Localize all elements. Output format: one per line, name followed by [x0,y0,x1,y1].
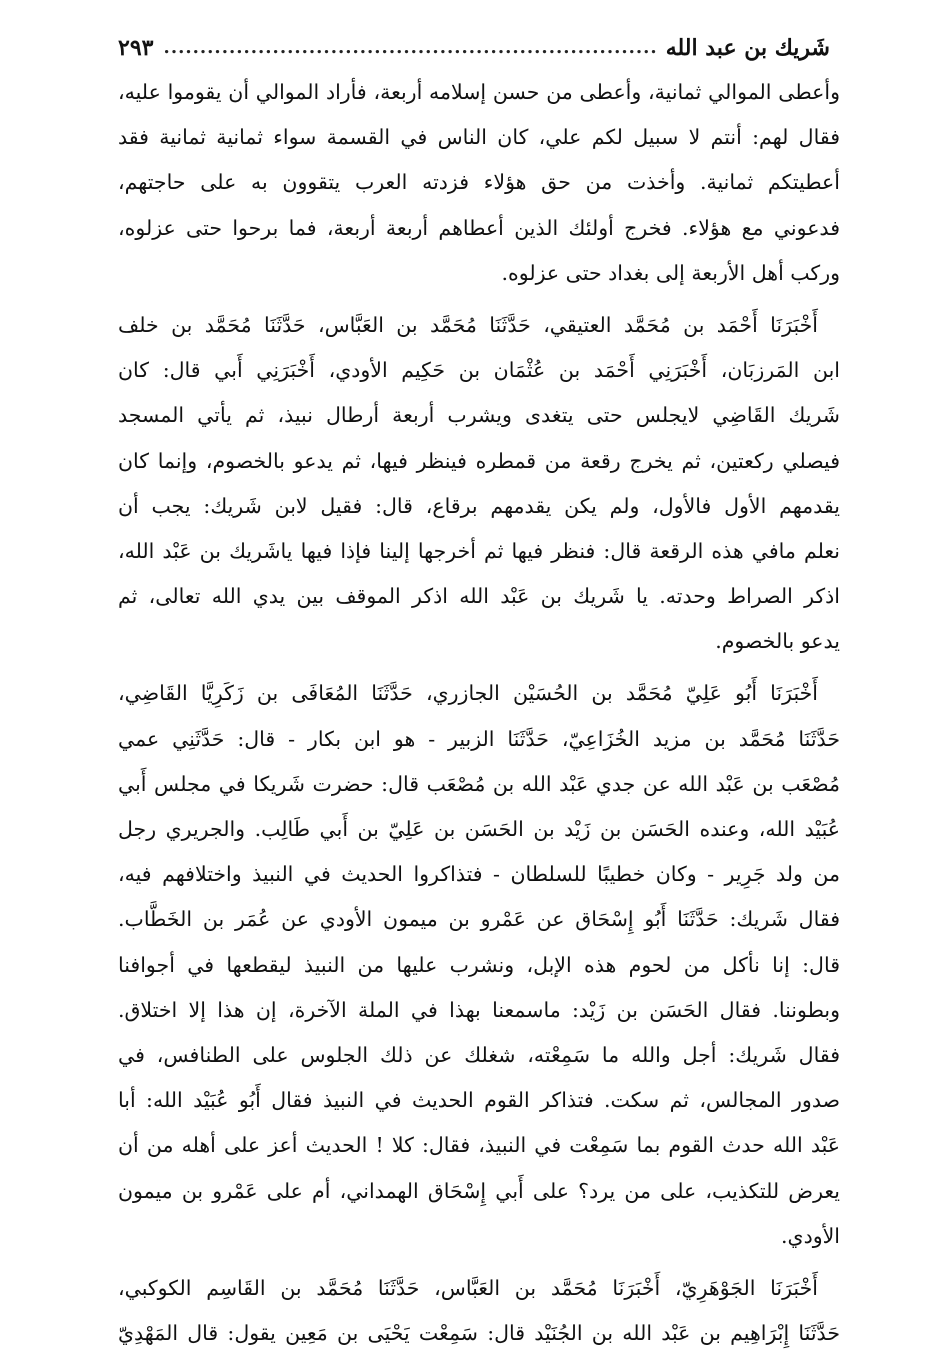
text-line: فيصلي ركعتين، ثم يخرج رقعة من قمطره فينظر فيها، ثم يدعو بالخصوم، وإنما كان [118,448,840,473]
text-line: أَخْبَرَنَا أَحْمَد بن مُحَمَّد العتيقي، حَدَّثَنَا مُحَمَّد بن العَبَّاس، حَدَّثَنَا مُحَمَّد بن خلف [118,312,818,337]
text-line: حَدَّثَنَا إِبْرَاهِيم بن عَبْد الله بن الجُنَيْد قال: سَمِعْت يَحْيَى بن مَعِين يقول: قال المَهْدِيّ [118,1321,840,1346]
header-title: شَريك بن عبد الله [665,35,830,61]
text-line: عَبْد الله حدث القوم بما سَمِعْت في النبيذ، فقال: كلا ! الحديث أعز على أهله من أن [118,1133,840,1158]
text-line: أعطيتكم ثمانية. وأخذت من حق هؤلاء فزدته العرب يتقوون به على حاجتهم، [118,170,840,195]
text-line: أَخْبَرَنَا الجَوْهَرِيّ، أَخْبَرَنَا مُحَمَّد بن العَبَّاس، حَدَّثَنَا مُحَمَّد بن القَاسِم الكوكبي، [118,1275,818,1300]
text-line: مُصْعَب بن عَبْد الله عن جدي عَبْد الله بن مُصْعَب قال: حضرت شَريكا في مجلس أَبي [118,771,840,796]
text-line: فقال شَريك: أجل والله ما سَمِعْته، شغلك عن ذلك الجلوس على الطنافس، في [118,1042,840,1067]
text-line: شَريك القَاضِي لايجلس حتى يتغدى ويشرب أربعة أرطال نبيذ، ثم يأتي المسجد [118,403,840,428]
text-line: نعلم مافي هذه الرقعة قال: فنظر فيها ثم أخرجها إلينا فإذا فيها ياشَريك بن عَبْد الله، [118,538,840,563]
text-line: من ولد جَرِير - وكان خطيبًا للسلطان - فتذاكروا الحديث في النبيذ واختلافهم فيه، [118,862,840,887]
page-number: ٢٩٣ [118,35,154,61]
text-line: يقدمهم الأول فالأول، ولم يكن يقدمهم برقاع، قال: فقيل لابن شَريك: يجب أن [118,493,840,518]
text-line: اذكر الصراط وحدته. يا شَريك بن عَبْد الله اذكر الموقف بين يدي الله تعالى، ثم [118,584,840,609]
running-header [118,30,830,66]
text-line: فقال لهم: أنتم لا سبيل لكم علي، كان الناس في القسمة سواء ثمانية ثمانية فقد [118,125,840,150]
text-line: وركب أهل الأربعة إلى بغداد حتى عزلوه. [501,260,840,285]
paragraph [118,671,840,1258]
header-dot-leader [161,30,657,66]
text-line: صدور المجالس، ثم سكت. فتذاكر القوم الحديث في النبيذ فقال أَبُو عُبَيْد الله: أبا [118,1088,840,1113]
text-line: فقال شَريك: حَدَّثَنَا أَبُو إِسْحَاق عن عَمْرو بن ميمون الأودي عن عُمَر بن الخَطَّاب. [118,907,840,932]
text-line: حَدَّثَنَا مُحَمَّد بن مزيد الخُزَاعِيّ، حَدَّثَنَا الزبير - هو ابن بكار - قال: حَدَّثَنِي عمي [118,726,840,751]
text-line: الأودي. [781,1223,840,1248]
paragraph [118,70,840,296]
paragraph [118,303,840,665]
text-line: يدعو بالخصوم. [715,629,840,654]
text-line: وبطوننا. فقال الحَسَن بن زَيْد: ماسمعنا بهذا في الملة الآخرة، إن هذا إلا اختلاق. [118,997,840,1022]
body-text [118,70,840,1356]
paragraph [118,1266,840,1356]
text-line: فدعوني مع هؤلاء. فخرج أولئك الذين أعطاهم أربعة أربعة، فما برحوا حتى عزلوه، [118,215,840,240]
text-line: يعرض للتكذيب، على من يرد؟ على أَبي إِسْحَاق الهمداني، أم على عَمْرو بن ميمون [118,1178,840,1203]
text-line: عُبَيْد الله، وعنده الحَسَن بن زَيْد بن الحَسَن بن عَلِيّ بن أَبي طَالِب. والجريري رجل [118,817,840,841]
text-line: قال: إنا نأكل من لحوم هذه الإبل، ونشرب عليها من النبيذ ليقطعها في أجوافنا [118,952,840,977]
text-line: ابن المَرزبَان، أَخْبَرَنِي أَحْمَد بن عُثْمَان بن حَكِيم الأودي، أَخْبَرَنِي أَبي قال: كان [118,358,840,383]
text-line: وأعطى الموالي ثمانية، وأعطى من حسن إسلامه أربعة، فأراد الموالي أن يقوموا عليه، [118,80,840,104]
text-line: أَخْبَرَنَا أَبُو عَلِيّ مُحَمَّد بن الحُسَيْن الجازري، حَدَّثَنَا المُعَافَى بن زَكَرِيَّا القَاضِي، [118,681,818,706]
